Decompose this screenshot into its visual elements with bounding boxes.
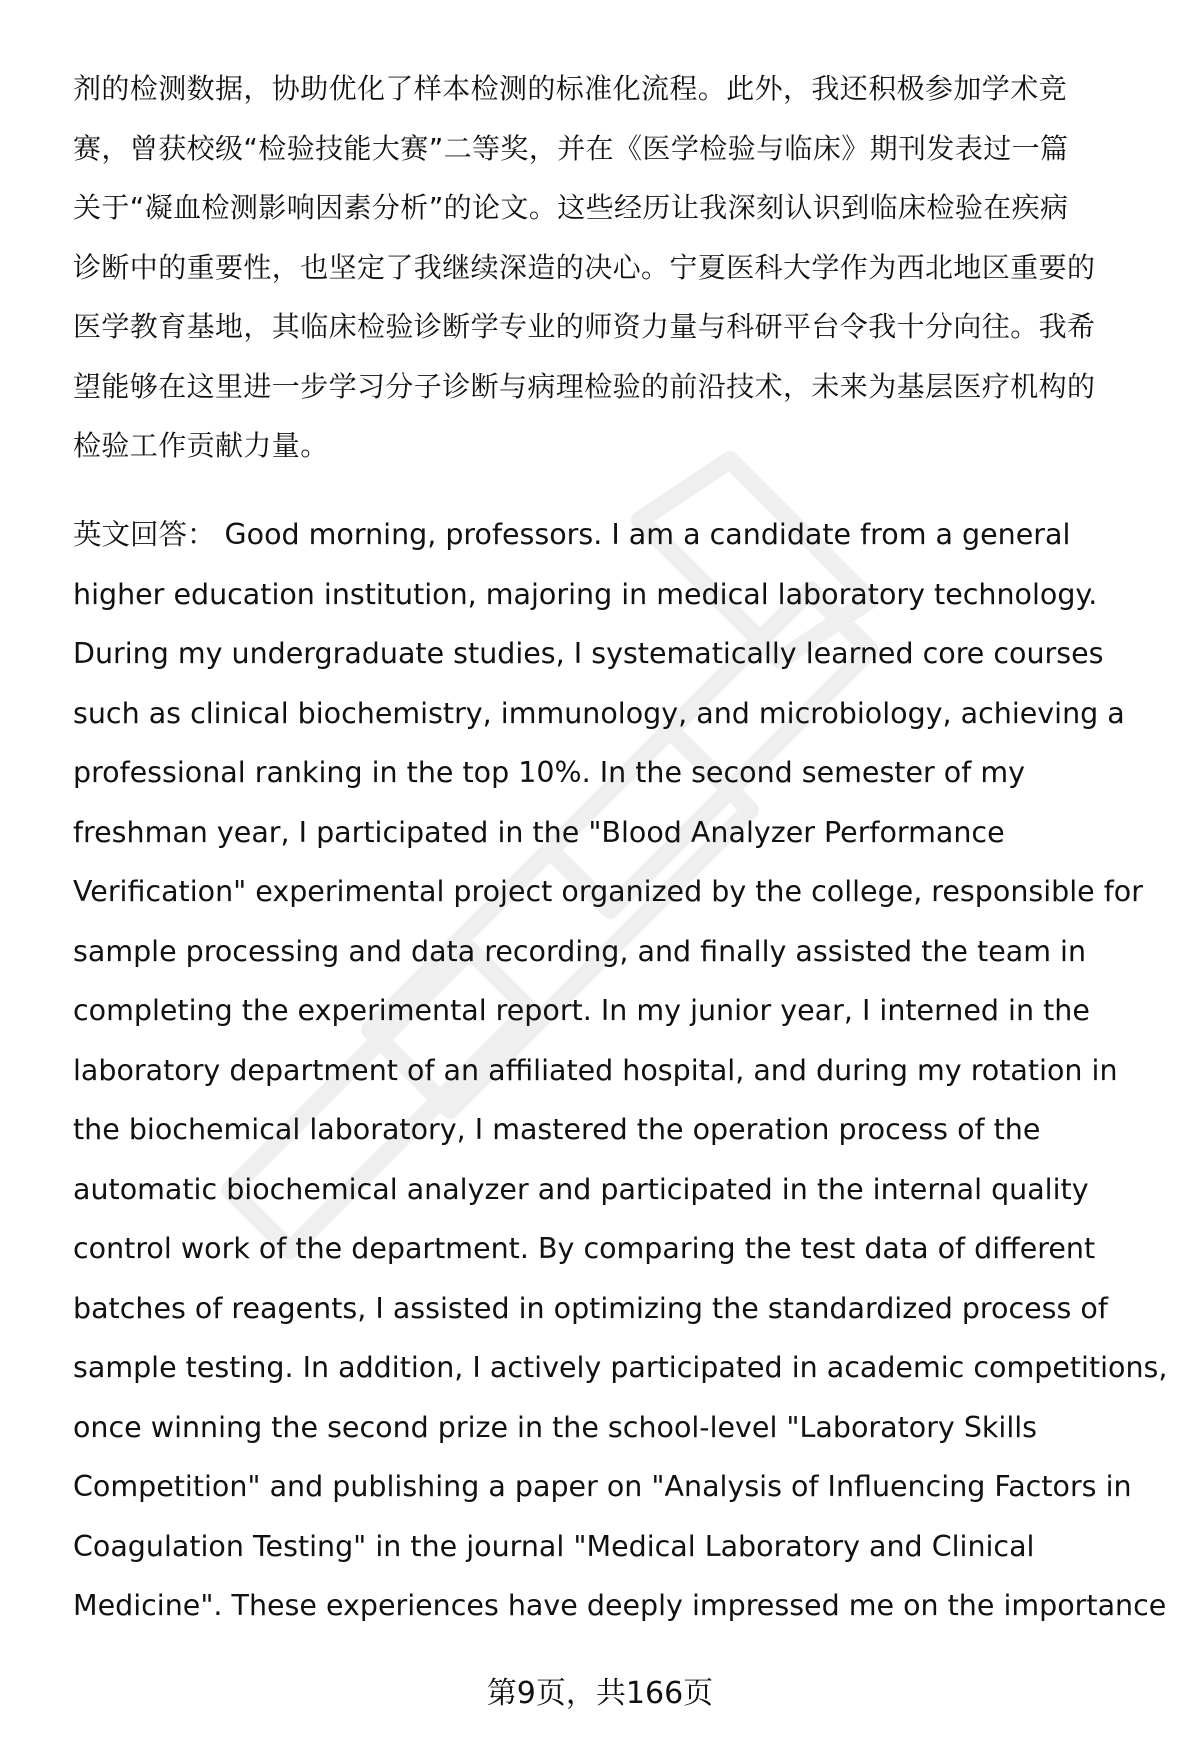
text-line: higher education institution, majoring in medical laboratory technology. [73, 577, 1098, 611]
text-line: sample processing and data recording, and finally assisted the team in [73, 934, 1087, 968]
text-line: Verification" experimental project organized by the college, responsible for [73, 875, 1143, 908]
text-line: 诊断中的重要性，也坚定了我继续深造的决心。宁夏医科大学作为西北地区重要的 [73, 250, 1096, 284]
text-line: 望能够在这里进一步学习分子诊断与病理检验的前沿技术，未来为基层医疗机构的 [73, 369, 1096, 403]
text-line: 医学教育基地，其临床检验诊断学专业的师资力量与科研平台令我十分向往。我希 [73, 310, 1096, 343]
english-answer-paragraph [73, 505, 1168, 1636]
text-line: such as clinical biochemistry, immunology, and microbiology, achieving a [73, 696, 1125, 730]
text-line: 关于“凝血检测影响因素分析”的论文。这些经历让我深刻认识到临床检验在疾病 [73, 191, 1069, 224]
text-line: professional ranking in the top 10%. In the second semester of my [73, 756, 1025, 789]
text-line: 赛，曾获校级“检验技能大赛”二等奖，并在《医学检验与临床》期刊发表过一篇 [73, 131, 1069, 165]
text-line: Medicine". These experiences have deeply impressed me on the importance [73, 1589, 1167, 1622]
text-line: 剂的检测数据，协助优化了样本检测的标准化流程。此外，我还积极参加学术竞 [73, 72, 1068, 105]
text-line: freshman year, I participated in the "Blood Analyzer Performance [73, 815, 1005, 849]
text-line: 英文回答： Good morning, professors. I am a candidate from a general [73, 518, 1071, 551]
text-line: control work of the department. By comparing the test data of different [73, 1232, 1096, 1265]
text-line: During my undergraduate studies, I systematically learned core courses [73, 637, 1104, 670]
text-line: completing the experimental report. In my junior year, I interned in the [73, 994, 1090, 1027]
text-line: once winning the second prize in the school-level "Laboratory Skills [73, 1410, 1038, 1444]
text-line: Coagulation Testing" in the journal "Medical Laboratory and Clinical [73, 1529, 1035, 1563]
text-line: Competition" and publishing a paper on "Analysis of Influencing Factors in [73, 1470, 1132, 1503]
page-number-footer: 第9页，共166页 [486, 1676, 714, 1711]
chinese-paragraph [73, 59, 1153, 476]
text-line: sample testing. In addition, I actively participated in academic competitions, [73, 1351, 1168, 1384]
text-line: automatic biochemical analyzer and participated in the internal quality [73, 1172, 1089, 1206]
text-line: 检验工作贡献力量。 [73, 429, 329, 462]
text-line: batches of reagents, I assisted in optimizing the standardized process of [73, 1291, 1108, 1325]
text-line: the biochemical laboratory, I mastered the operation process of the [73, 1113, 1041, 1146]
text-line: laboratory department of an affiliated hospital, and during my rotation in [73, 1053, 1118, 1087]
